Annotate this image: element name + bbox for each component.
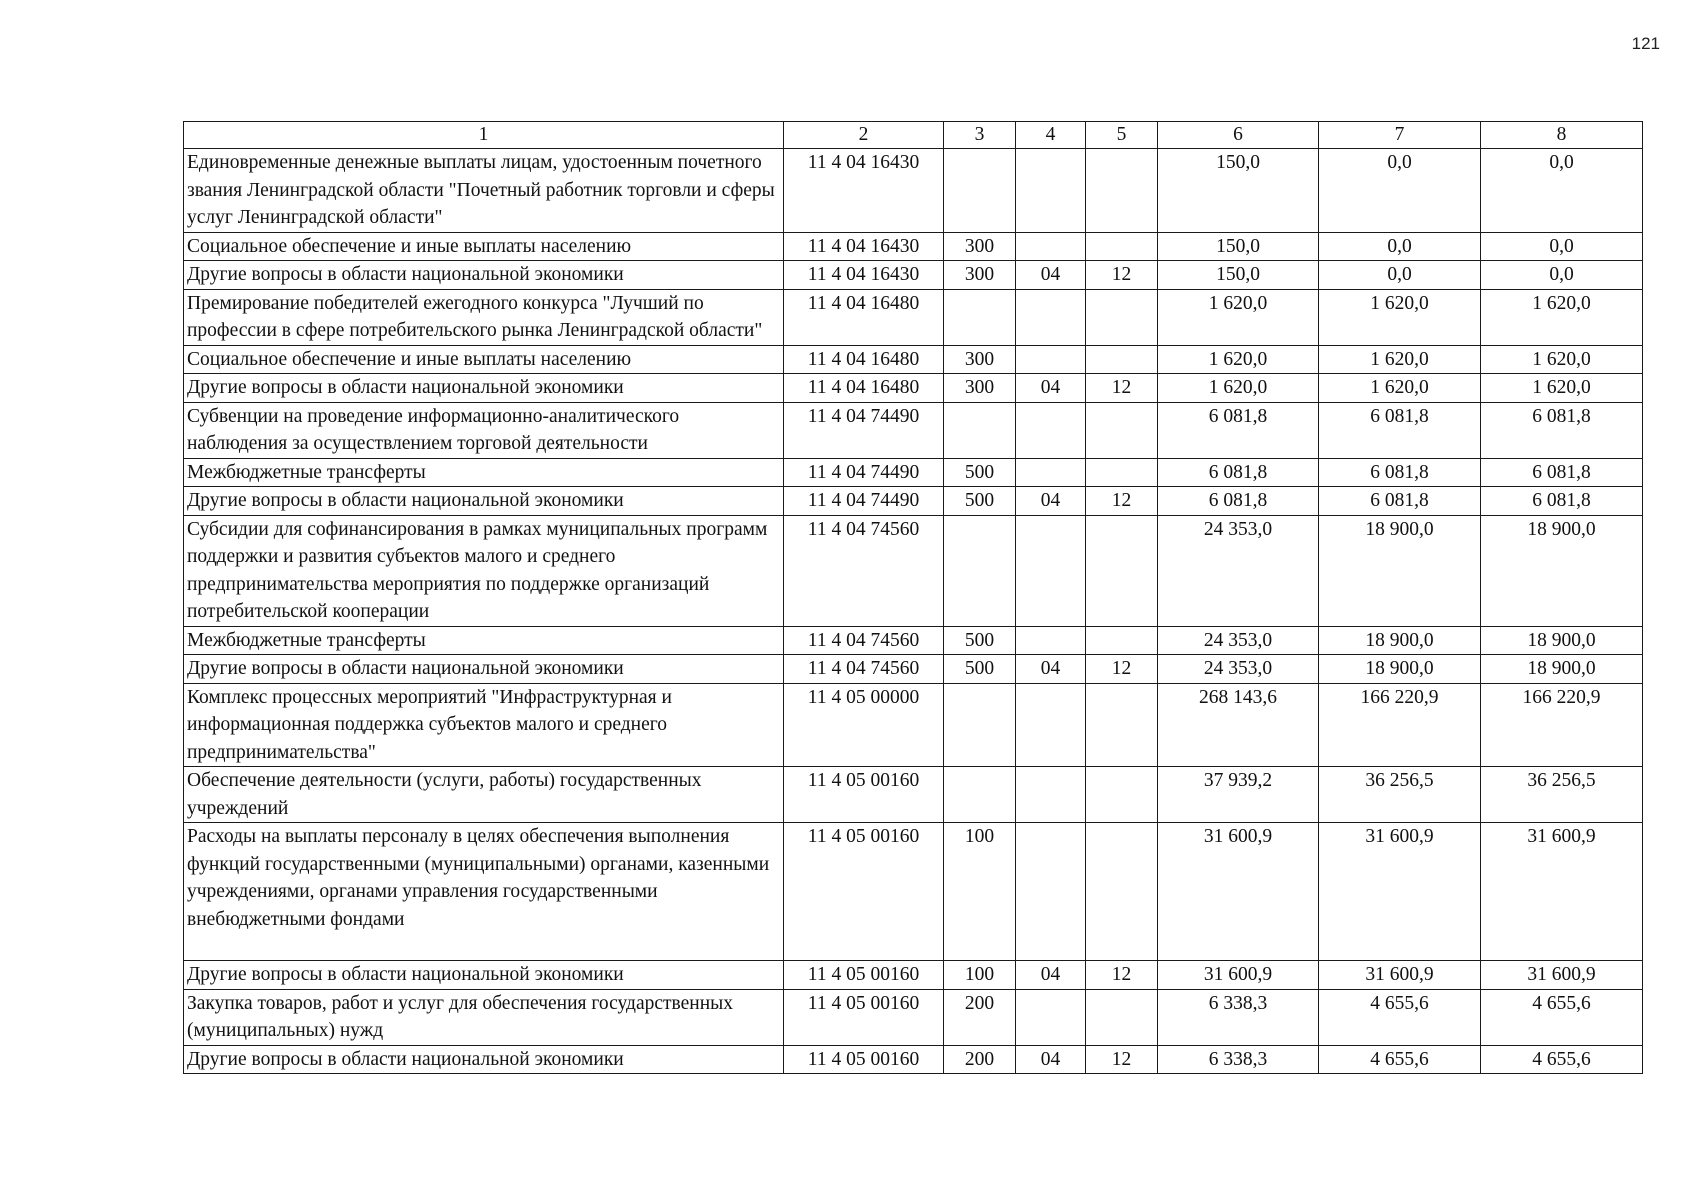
row-col6-value: 24 353,0 <box>1158 515 1319 626</box>
row-code-cell: 11 4 05 00160 <box>784 823 944 961</box>
header-cell: 6 <box>1158 122 1319 149</box>
row-col4-cell <box>1016 402 1086 458</box>
table-row <box>184 289 1643 345</box>
row-col5-cell <box>1086 149 1158 233</box>
row-col4-cell: 04 <box>1016 1045 1086 1074</box>
row-code-cell: 11 4 04 74490 <box>784 487 944 516</box>
row-col6-value: 6 081,8 <box>1158 402 1319 458</box>
row-col3-cell: 500 <box>944 626 1016 655</box>
row-col7-value: 0,0 <box>1319 232 1481 261</box>
row-col7-value: 18 900,0 <box>1319 655 1481 684</box>
row-name-cell: Обеспечение деятельности (услуги, работы) государственных учреждений <box>184 767 784 823</box>
row-col8-value: 1 620,0 <box>1481 374 1643 403</box>
row-code-cell: 11 4 04 74560 <box>784 515 944 626</box>
row-col6-value: 268 143,6 <box>1158 683 1319 767</box>
row-col6-value: 150,0 <box>1158 232 1319 261</box>
row-col7-value: 166 220,9 <box>1319 683 1481 767</box>
row-col4-cell <box>1016 149 1086 233</box>
row-col5-cell: 12 <box>1086 374 1158 403</box>
table-row <box>184 655 1643 684</box>
row-col7-value: 4 655,6 <box>1319 1045 1481 1074</box>
row-code-cell: 11 4 04 16480 <box>784 374 944 403</box>
row-col8-value: 1 620,0 <box>1481 289 1643 345</box>
row-code-cell: 11 4 04 16430 <box>784 232 944 261</box>
row-name-cell: Премирование победителей ежегодного конкурса "Лучший по профессии в сфере потребительского рынка Ленинградской области" <box>184 289 784 345</box>
row-col3-cell: 100 <box>944 961 1016 990</box>
row-col4-cell <box>1016 515 1086 626</box>
row-name-cell: Единовременные денежные выплаты лицам, удостоенным почетного звания Ленинградской области "Почетный работник торговли и сферы услуг Ленинградской области" <box>184 149 784 233</box>
row-col5-cell <box>1086 458 1158 487</box>
row-col4-cell: 04 <box>1016 261 1086 290</box>
header-cell: 7 <box>1319 122 1481 149</box>
row-col7-value: 18 900,0 <box>1319 626 1481 655</box>
row-col5-cell <box>1086 402 1158 458</box>
row-col3-cell: 300 <box>944 345 1016 374</box>
row-col4-cell: 04 <box>1016 374 1086 403</box>
row-name-cell: Другие вопросы в области национальной экономики <box>184 961 784 990</box>
row-name-cell: Социальное обеспечение и иные выплаты населению <box>184 345 784 374</box>
row-col8-value: 4 655,6 <box>1481 989 1643 1045</box>
row-col7-value: 18 900,0 <box>1319 515 1481 626</box>
row-code-cell: 11 4 05 00160 <box>784 961 944 990</box>
row-col8-value: 6 081,8 <box>1481 458 1643 487</box>
row-code-cell: 11 4 05 00000 <box>784 683 944 767</box>
row-col4-cell <box>1016 345 1086 374</box>
row-col7-value: 6 081,8 <box>1319 458 1481 487</box>
row-col7-value: 36 256,5 <box>1319 767 1481 823</box>
row-col3-cell <box>944 515 1016 626</box>
row-col5-cell <box>1086 683 1158 767</box>
row-col5-cell <box>1086 767 1158 823</box>
row-col8-value: 1 620,0 <box>1481 345 1643 374</box>
row-col6-value: 6 338,3 <box>1158 1045 1319 1074</box>
row-col6-value: 1 620,0 <box>1158 345 1319 374</box>
row-col3-cell: 300 <box>944 232 1016 261</box>
header-row <box>184 122 1643 149</box>
table-row <box>184 823 1643 961</box>
row-col3-cell: 200 <box>944 1045 1016 1074</box>
row-col6-value: 31 600,9 <box>1158 823 1319 961</box>
row-code-cell: 11 4 04 74490 <box>784 402 944 458</box>
row-col3-cell: 100 <box>944 823 1016 961</box>
row-name-cell: Другие вопросы в области национальной экономики <box>184 487 784 516</box>
table-row <box>184 683 1643 767</box>
row-col6-value: 31 600,9 <box>1158 961 1319 990</box>
row-name-cell: Комплекс процессных мероприятий "Инфраструктурная и информационная поддержка субъектов малого и среднего предпринимательства" <box>184 683 784 767</box>
row-col3-cell <box>944 683 1016 767</box>
row-col4-cell <box>1016 458 1086 487</box>
row-col6-value: 6 338,3 <box>1158 989 1319 1045</box>
row-code-cell: 11 4 04 74490 <box>784 458 944 487</box>
row-col3-cell <box>944 402 1016 458</box>
row-col5-cell: 12 <box>1086 1045 1158 1074</box>
row-col7-value: 31 600,9 <box>1319 961 1481 990</box>
row-col3-cell <box>944 289 1016 345</box>
row-col6-value: 24 353,0 <box>1158 626 1319 655</box>
row-col3-cell: 300 <box>944 374 1016 403</box>
row-col4-cell <box>1016 823 1086 961</box>
table-header <box>184 122 1643 149</box>
row-code-cell: 11 4 04 74560 <box>784 626 944 655</box>
row-name-cell: Другие вопросы в области национальной экономики <box>184 374 784 403</box>
row-col6-value: 24 353,0 <box>1158 655 1319 684</box>
row-code-cell: 11 4 04 16480 <box>784 289 944 345</box>
table-row <box>184 989 1643 1045</box>
row-col5-cell <box>1086 515 1158 626</box>
row-col8-value: 31 600,9 <box>1481 961 1643 990</box>
row-col3-cell <box>944 149 1016 233</box>
row-col8-value: 0,0 <box>1481 261 1643 290</box>
row-name-cell: Закупка товаров, работ и услуг для обеспечения государственных (муниципальных) нужд <box>184 989 784 1045</box>
row-col8-value: 0,0 <box>1481 232 1643 261</box>
header-cell: 2 <box>784 122 944 149</box>
row-col5-cell: 12 <box>1086 655 1158 684</box>
row-col7-value: 6 081,8 <box>1319 402 1481 458</box>
row-name-cell: Субвенции на проведение информационно-аналитического наблюдения за осуществлением торговой деятельности <box>184 402 784 458</box>
row-col5-cell <box>1086 232 1158 261</box>
table-row <box>184 374 1643 403</box>
row-col3-cell: 500 <box>944 458 1016 487</box>
row-code-cell: 11 4 04 16430 <box>784 149 944 233</box>
row-col8-value: 18 900,0 <box>1481 655 1643 684</box>
row-code-cell: 11 4 04 16430 <box>784 261 944 290</box>
row-col5-cell <box>1086 989 1158 1045</box>
row-col8-value: 6 081,8 <box>1481 402 1643 458</box>
row-col4-cell: 04 <box>1016 961 1086 990</box>
row-name-cell: Межбюджетные трансферты <box>184 458 784 487</box>
table-row <box>184 402 1643 458</box>
row-col4-cell <box>1016 626 1086 655</box>
row-col3-cell: 200 <box>944 989 1016 1045</box>
header-cell: 3 <box>944 122 1016 149</box>
header-cell: 8 <box>1481 122 1643 149</box>
row-name-cell: Другие вопросы в области национальной экономики <box>184 1045 784 1074</box>
row-col6-value: 1 620,0 <box>1158 289 1319 345</box>
row-col8-value: 36 256,5 <box>1481 767 1643 823</box>
row-col8-value: 6 081,8 <box>1481 487 1643 516</box>
row-col4-cell: 04 <box>1016 487 1086 516</box>
row-col7-value: 0,0 <box>1319 149 1481 233</box>
row-name-cell: Другие вопросы в области национальной экономики <box>184 261 784 290</box>
row-col4-cell <box>1016 989 1086 1045</box>
row-col4-cell <box>1016 683 1086 767</box>
row-col4-cell <box>1016 289 1086 345</box>
row-col8-value: 31 600,9 <box>1481 823 1643 961</box>
table-body <box>184 149 1643 1074</box>
row-col5-cell <box>1086 289 1158 345</box>
row-col8-value: 4 655,6 <box>1481 1045 1643 1074</box>
row-col6-value: 1 620,0 <box>1158 374 1319 403</box>
row-col5-cell: 12 <box>1086 961 1158 990</box>
header-cell: 4 <box>1016 122 1086 149</box>
row-col8-value: 0,0 <box>1481 149 1643 233</box>
header-cell: 1 <box>184 122 784 149</box>
row-name-cell: Другие вопросы в области национальной экономики <box>184 655 784 684</box>
table-row <box>184 626 1643 655</box>
table-row <box>184 458 1643 487</box>
table-row <box>184 961 1643 990</box>
row-name-cell: Межбюджетные трансферты <box>184 626 784 655</box>
row-col7-value: 1 620,0 <box>1319 289 1481 345</box>
row-col6-value: 150,0 <box>1158 149 1319 233</box>
row-col5-cell <box>1086 823 1158 961</box>
row-col4-cell: 04 <box>1016 655 1086 684</box>
row-col4-cell <box>1016 232 1086 261</box>
row-code-cell: 11 4 04 74560 <box>784 655 944 684</box>
budget-table <box>183 121 1643 1074</box>
row-code-cell: 11 4 05 00160 <box>784 767 944 823</box>
table-row <box>184 345 1643 374</box>
row-col3-cell: 300 <box>944 261 1016 290</box>
table-row <box>184 261 1643 290</box>
header-cell: 5 <box>1086 122 1158 149</box>
table-row <box>184 149 1643 233</box>
page-number: 121 <box>1631 34 1660 53</box>
row-col3-cell: 500 <box>944 655 1016 684</box>
row-col7-value: 0,0 <box>1319 261 1481 290</box>
row-col6-value: 6 081,8 <box>1158 458 1319 487</box>
row-col7-value: 1 620,0 <box>1319 345 1481 374</box>
row-col3-cell: 500 <box>944 487 1016 516</box>
row-col8-value: 18 900,0 <box>1481 626 1643 655</box>
table-row <box>184 1045 1643 1074</box>
row-col6-value: 6 081,8 <box>1158 487 1319 516</box>
row-name-cell: Субсидии для софинансирования в рамках муниципальных программ поддержки и развития субъектов малого и среднего предпринимательства мероприятия по поддержке организаций потребительской кооперации <box>184 515 784 626</box>
table-row <box>184 767 1643 823</box>
row-name-cell: Расходы на выплаты персоналу в целях обеспечения выполнения функций государственными (муниципальными) органами, казенными учреждениями, органами управления государственными внебюджетными фондами <box>184 823 784 961</box>
row-col5-cell: 12 <box>1086 487 1158 516</box>
table-row <box>184 487 1643 516</box>
row-col8-value: 18 900,0 <box>1481 515 1643 626</box>
row-col4-cell <box>1016 767 1086 823</box>
row-col7-value: 31 600,9 <box>1319 823 1481 961</box>
row-name-cell: Социальное обеспечение и иные выплаты населению <box>184 232 784 261</box>
row-col7-value: 1 620,0 <box>1319 374 1481 403</box>
row-col8-value: 166 220,9 <box>1481 683 1643 767</box>
row-col5-cell <box>1086 626 1158 655</box>
row-code-cell: 11 4 05 00160 <box>784 989 944 1045</box>
row-col7-value: 4 655,6 <box>1319 989 1481 1045</box>
row-col5-cell: 12 <box>1086 261 1158 290</box>
table-row <box>184 232 1643 261</box>
row-col5-cell <box>1086 345 1158 374</box>
row-col7-value: 6 081,8 <box>1319 487 1481 516</box>
row-col3-cell <box>944 767 1016 823</box>
row-col6-value: 150,0 <box>1158 261 1319 290</box>
table-row <box>184 515 1643 626</box>
row-col6-value: 37 939,2 <box>1158 767 1319 823</box>
row-code-cell: 11 4 04 16480 <box>784 345 944 374</box>
row-code-cell: 11 4 05 00160 <box>784 1045 944 1074</box>
